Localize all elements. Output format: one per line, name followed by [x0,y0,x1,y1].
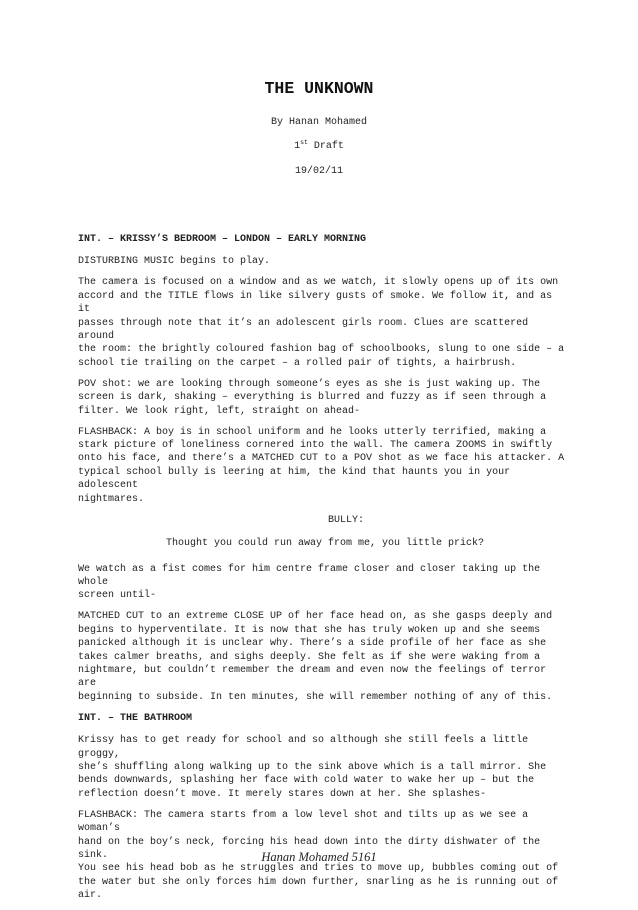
scene-heading: INT. – THE BATHROOM [78,712,193,724]
action-paragraph: POV shot: we are looking through someone’s eyes as she is just waking up. The screen is dark, shaking – everything is blurred and fuzzy as if seen through a filter. We look right, left, straight on ahead- [78,378,547,417]
action-paragraph: DISTURBING MUSIC begins to play. [78,256,271,268]
action-paragraph: FLASHBACK: A boy is in school uniform and he looks utterly terrified, making a stark picture of loneliness cornered into the wall. The camera ZOOMS in swiftly onto his face, and there’s a MATCHED CUT to a POV shot as we face his attacker. A typical school bully is leering at him, the kind that haunts you in your adolescent nightmares. [78,426,565,505]
scene-heading: INT. – KRISSY’S BEDROOM – LONDON – EARLY MORNING [78,234,367,245]
character-name: BULLY: [327,514,364,526]
script-title: THE UNKNOWN [264,79,374,98]
draft-label [0,140,638,153]
action-paragraph: FLASHBACK: The camera starts from a low level shot and tilts up as we see a woman’s hand on the boy’s neck, forcing his head down into the dirty dishwater of the sink. You see his head bob as he struggles and tries to move up, bubbles coming out of the water but she only forces him down further, snarling as he is running out of air. [78,809,559,902]
draft-number: 1 [294,141,301,152]
draft-date: 19/02/11 [294,166,343,177]
draft-word: Draft [307,141,344,152]
action-paragraph: Krissy has to get ready for school and so although she still feels a little groggy, she’s shuffling along walking up to the sink above which is a tall mirror. She bends downwards, splashing her face with cold water to wake her up – but the reflection doesn’t move. It merely stares down at her. She splashes- [78,735,547,800]
action-paragraph: The camera is focused on a window and as we watch, it slowly opens up of its own accord and the TITLE flows in like silvery gusts of smoke. We follow it, and as it passes through note that it’s an adolescent girls room. Clues are scattered around the room: the brightly coloured fashion bag of schoolbooks, slung to one side – a school tie trailing on the carpet – a rolled pair of tights, a hairbrush. [78,277,565,369]
author-byline: By Hanan Mohamed [270,117,367,128]
draft-ordinal-suffix: st [300,139,308,146]
page-footer: Hanan Mohamed 5161 [261,850,377,864]
action-paragraph: We watch as a fist comes for him centre frame closer and closer taking up the whole screen until- [78,563,541,602]
action-paragraph: MATCHED CUT to an extreme CLOSE UP of her face head on, as she gasps deeply and begins to hyperventilate. It is now that she has truly woken up and she seems panicked although it is unclear why. There’s a side profile of her face as she takes calmer breaths, and sighs deeply. She felt as if she were waking from a nightmare, but couldn’t remember the dream and even now the feelings of terror are beginning to subside. In ten minutes, she will remember nothing of any of this. [78,611,553,703]
dialogue-line: Thought you could run away from me, you little prick? [166,538,485,550]
script-body [78,233,568,910]
